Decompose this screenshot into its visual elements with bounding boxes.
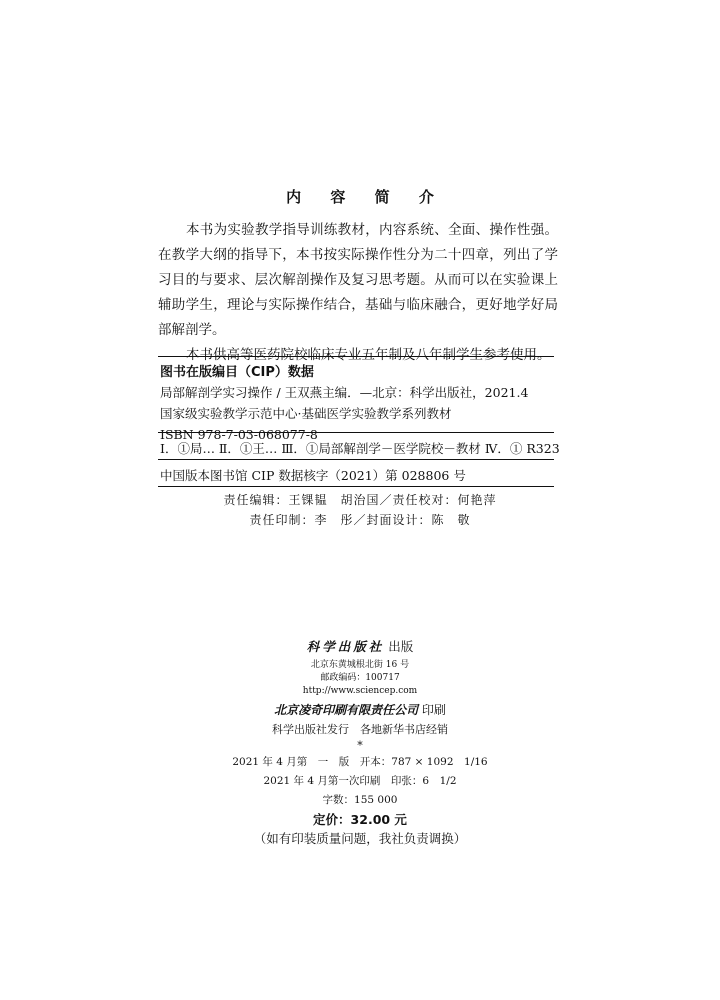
publication-info xyxy=(0,637,720,850)
distribution-line: 科学出版社发行 各地新华书店经销 xyxy=(272,723,448,736)
publisher-line xyxy=(0,637,720,655)
summary-paragraph: 本书为实验教学指导训练教材，内容系统、全面、操作性强。在教学大纲的指导下，本书按实际操作性分为二十四章，列出了学习目的与要求、层次解剖操作及复习思考题。从而可以在实验课上辅助学生，理论与实际操作结合，基础与临床融合，更好地学好局部解剖学。 xyxy=(158,222,558,338)
publisher-name: 科学出版社 xyxy=(306,639,385,654)
cip-line: ISBN 978-7-03-068077-8 xyxy=(160,427,318,442)
publisher-website: http://www.sciencep.com xyxy=(302,686,418,696)
cip-divider xyxy=(158,432,554,433)
printer-suffix: 印刷 xyxy=(421,703,446,717)
printer-name: 北京凌奇印刷有限责任公司 xyxy=(274,703,419,717)
cip-record xyxy=(160,382,560,445)
staff-line-production: 责任印制：李 彤／封面设计：陈 敬 xyxy=(249,513,471,527)
summary-body xyxy=(158,218,558,368)
summary-title: 内 容 简 介 xyxy=(286,188,446,206)
publisher-address: 北京东黄城根北街 16 号 xyxy=(310,660,410,670)
separator-star: * xyxy=(357,739,363,752)
cip-divider xyxy=(158,459,554,460)
word-count: 字数：155 000 xyxy=(322,794,398,806)
edition-line: 2021 年 4 月第 一 版 开本：787 × 1092 1/16 xyxy=(232,756,488,768)
cip-heading: 图书在版编目（CIP）数据 xyxy=(160,365,314,380)
printer-line xyxy=(0,701,720,718)
cip-line: 局部解剖学实习操作 / 王双燕主编．—北京：科学出版社，2021.4 xyxy=(160,385,529,400)
publisher-suffix: 出版 xyxy=(388,639,414,654)
cip-bottom-rule xyxy=(158,486,554,487)
cip-top-rule xyxy=(158,356,554,357)
printing-line: 2021 年 4 月第一次印刷 印张：6 1/2 xyxy=(263,775,457,787)
cip-line: 国家级实验教学示范中心·基础医学实验教学系列教材 xyxy=(160,406,452,421)
publisher-postcode: 邮政编码：100717 xyxy=(320,673,400,683)
quality-notice: （如有印装质量问题，我社负责调换） xyxy=(253,831,467,846)
summary-paragraph: 本书供高等医药院校临床专业五年制及八年制学生参考使用。 xyxy=(186,347,551,363)
cip-verification: 中国版本图书馆 CIP 数据核字（2021）第 028806 号 xyxy=(160,468,466,483)
staff-line-editors: 责任编辑：王锞韫 胡治国／责任校对：何艳萍 xyxy=(223,493,497,507)
staff-credits xyxy=(0,490,720,530)
price: 定价：32.00 元 xyxy=(313,812,407,827)
cip-classification: Ⅰ．①局… Ⅱ．①王… Ⅲ．①局部解剖学－医学院校－教材 Ⅳ．① R323 xyxy=(160,441,560,456)
